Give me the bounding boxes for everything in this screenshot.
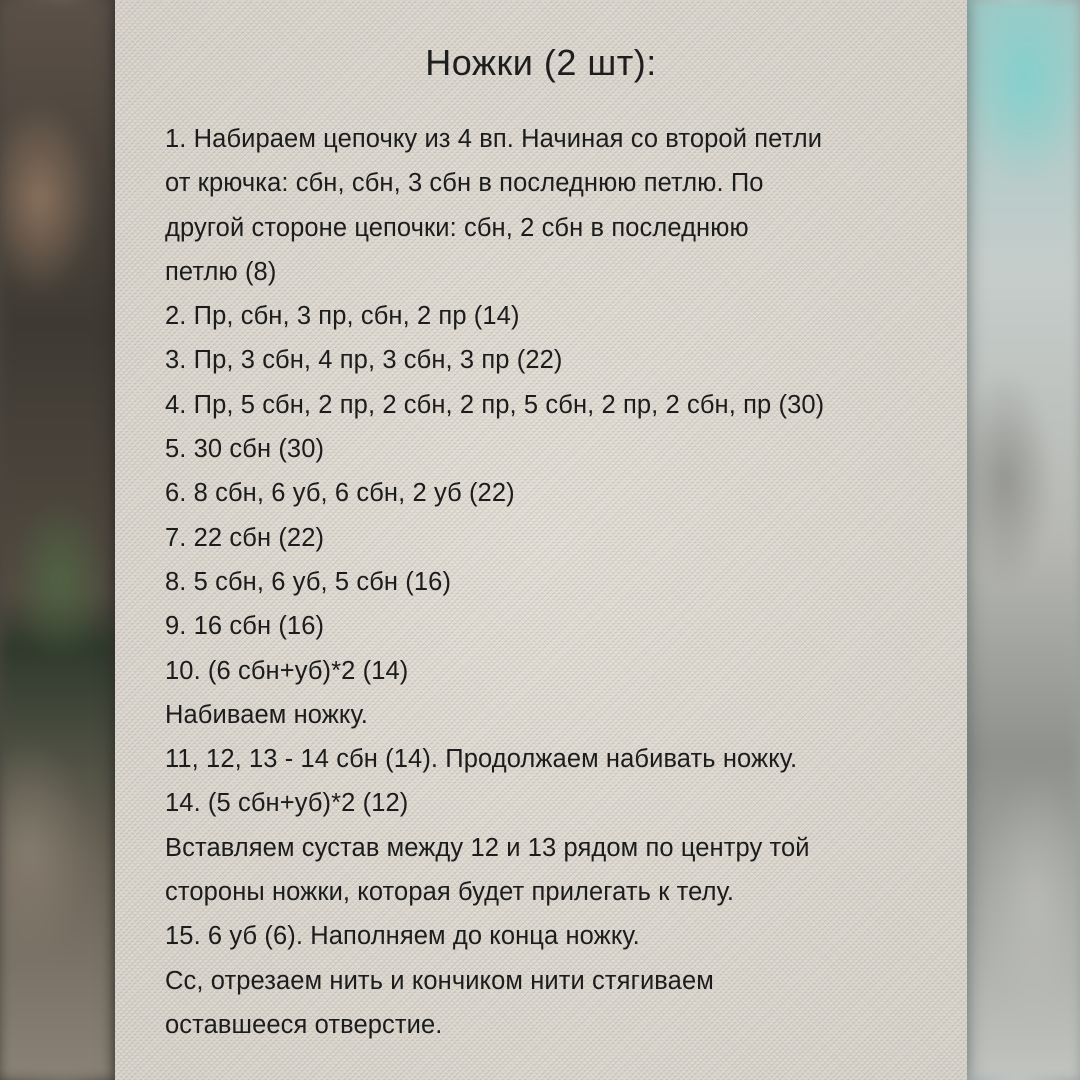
blurred-background-left [0,0,115,1080]
instruction-line: 2. Пр, сбн, 3 пр, сбн, 2 пр (14) [165,302,520,331]
instruction-line: петлю (8) [165,257,277,286]
instruction-line: от крючка: сбн, сбн, 3 сбн в последнюю петлю. По [165,169,764,198]
instruction-line: другой стороне цепочки: сбн, 2 сбн в последнюю [165,213,749,242]
instruction-line: 10. (6 сбн+уб)*2 (14) [165,656,409,685]
instruction-line: 7. 22 сбн (22) [165,523,325,552]
instruction-line: 11, 12, 13 - 14 сбн (14). Продолжаем набивать ножку. [165,745,798,774]
instruction-line: Вставляем сустав между 12 и 13 рядом по центру той [165,833,810,862]
blurred-background-right [965,0,1080,1080]
instruction-line: стороны ножки, которая будет прилегать к телу. [165,878,735,907]
instruction-line: 14. (5 сбн+уб)*2 (12) [165,789,409,818]
instruction-line: оставшееся отверстие. [165,1010,443,1039]
instruction-line: 9. 16 сбн (16) [165,612,325,641]
instruction-line: Набиваем ножку. [165,700,368,729]
instruction-line: 8. 5 сбн, 6 уб, 5 сбн (16) [165,567,452,596]
pattern-instructions [165,117,955,1047]
page-title: Ножки (2 шт): [425,42,657,83]
fabric-text-card [115,0,967,1080]
instruction-line: 4. Пр, 5 сбн, 2 пр, 2 сбн, 2 пр, 5 сбн, 2 пр, 2 сбн, пр (30) [165,390,825,419]
instruction-line: 5. 30 сбн (30) [165,435,325,464]
instruction-line: 15. 6 уб (6). Наполняем до конца ножку. [165,922,640,951]
instruction-line: 1. Набираем цепочку из 4 вп. Начиная со второй петли [165,125,823,153]
instruction-line: 3. Пр, 3 сбн, 4 пр, 3 сбн, 3 пр (22) [165,346,563,375]
instruction-line: 6. 8 сбн, 6 уб, 6 сбн, 2 уб (22) [165,479,515,508]
instruction-line: Сс, отрезаем нить и кончиком нити стягиваем [165,966,714,995]
